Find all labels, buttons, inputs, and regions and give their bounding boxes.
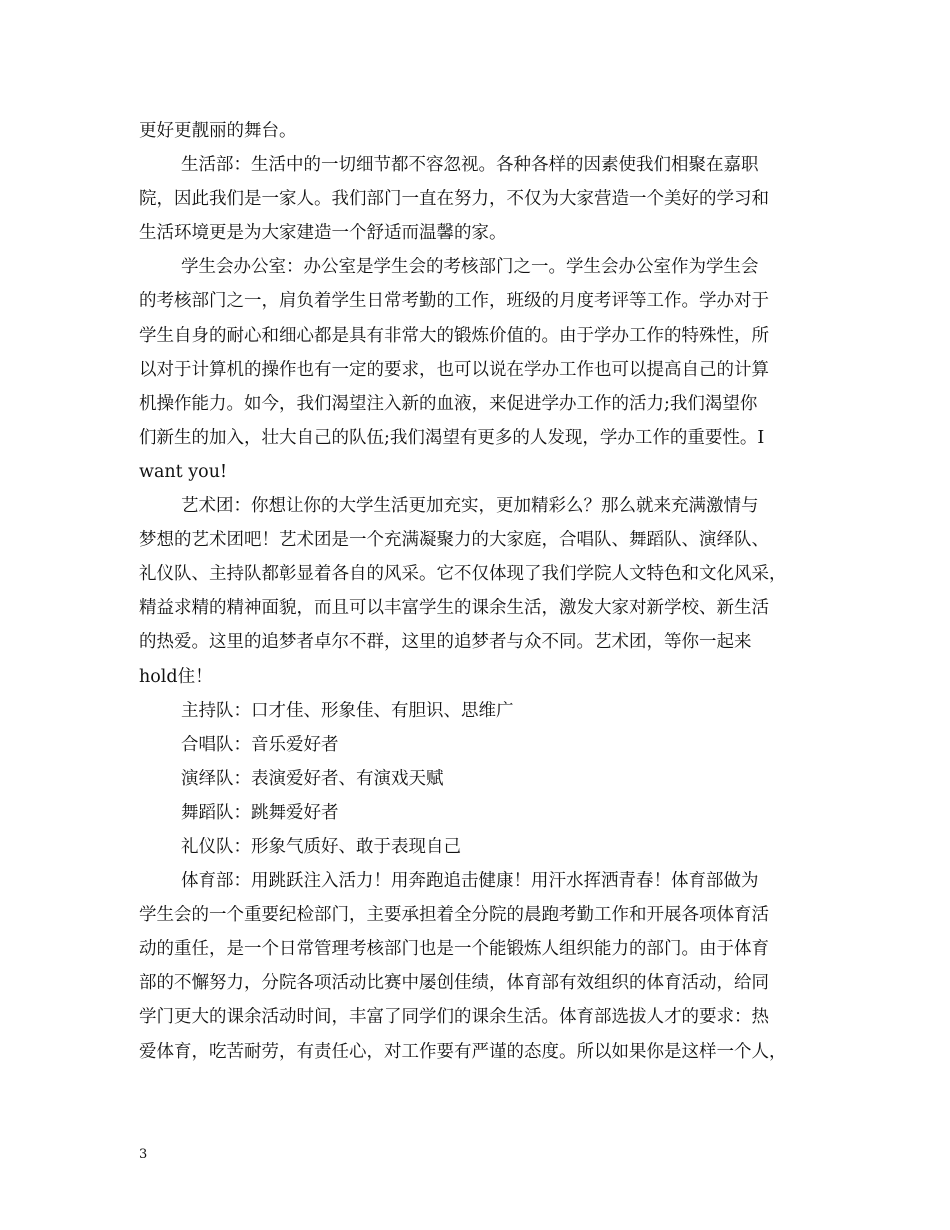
text-line: 部的不懈努力，分院各项活动比赛中屡创佳绩，体育部有效组织的体育活动，给同 bbox=[139, 973, 769, 994]
text-line: 动的重任，是一个日常管理考核部门也是一个能锻炼人组织能力的部门。由于体育 bbox=[139, 939, 769, 960]
page-number: 3 bbox=[139, 1147, 148, 1162]
text-line: 生活部：生活中的一切细节都不容忽视。各种各样的因素使我们相聚在嘉职 bbox=[181, 155, 759, 176]
body-text bbox=[139, 114, 819, 1069]
text-line: 学生会的一个重要纪检部门，主要承担着全分院的晨跑考勤工作和开展各项体育活 bbox=[139, 905, 769, 926]
text-line: 体育部：用跳跃注入活力！用奔跑追击健康！用汗水挥洒青春！体育部做为 bbox=[181, 871, 759, 892]
text-line: 更好更靓丽的舞台。 bbox=[139, 121, 297, 141]
text-line: 艺术团：你想让你的大学生活更加充实，更加精彩么？那么就来充满激情与 bbox=[181, 496, 759, 517]
text-line: 学生会办公室：办公室是学生会的考核部门之一。学生会办公室作为学生会 bbox=[181, 257, 759, 278]
text-line: 舞蹈队：跳舞爱好者 bbox=[181, 802, 339, 823]
text-line: want you! bbox=[139, 461, 228, 482]
text-line: 演绎队：表演爱好者、有演戏天赋 bbox=[181, 768, 444, 789]
text-line: 生活环境更是为大家建造一个舒适而温馨的家。 bbox=[139, 223, 507, 244]
text-line: 院，因此我们是一家人。我们部门一直在努力，不仅为大家营造一个美好的学习和 bbox=[139, 189, 769, 210]
text-line: 的考核部门之一，肩负着学生日常考勤的工作，班级的月度考评等工作。学办对于 bbox=[139, 291, 769, 312]
text-block bbox=[139, 114, 819, 1069]
text-line: 礼仪队：形象气质好、敢于表现自己 bbox=[181, 836, 461, 857]
text-line: hold住！ bbox=[139, 666, 213, 687]
text-line: 精益求精的精神面貌，而且可以丰富学生的课余生活，激发大家对新学校、新生活 bbox=[139, 598, 769, 619]
text-line: 学生自身的耐心和细心都是具有非常大的锻炼价值的。由于学办工作的特殊性，所 bbox=[139, 325, 769, 346]
text-line: 机操作能力。如今，我们渴望注入新的血液，来促进学办工作的活力;我们渴望你 bbox=[139, 393, 758, 414]
text-line: 们新生的加入，壮大自己的队伍;我们渴望有更多的人发现，学办工作的重要性。I bbox=[139, 427, 765, 448]
text-line: 以对于计算机的操作也有一定的要求，也可以说在学办工作也可以提高自己的计算 bbox=[139, 359, 769, 380]
text-line: 学门更大的课余活动时间，丰富了同学们的课余生活。体育部选拔人才的要求：热 bbox=[139, 1007, 769, 1028]
text-line: 合唱队：音乐爱好者 bbox=[181, 734, 339, 755]
text-line: 主持队：口才佳、形象佳、有胆识、思维广 bbox=[181, 700, 514, 721]
text-line: 的热爱。这里的追梦者卓尔不群，这里的追梦者与众不同。艺术团，等你一起来 bbox=[139, 632, 752, 653]
text-line: 爱体育，吃苦耐劳，有责任心，对工作要有严谨的态度。所以如果你是这样一个人， bbox=[139, 1041, 787, 1062]
text-line: 梦想的艺术团吧！艺术团是一个充满凝聚力的大家庭，合唱队、舞蹈队、演绎队、 bbox=[139, 530, 769, 551]
text-line: 礼仪队、主持队都彰显着各自的风采。它不仅体现了我们学院人文特色和文化风采， bbox=[139, 564, 787, 585]
